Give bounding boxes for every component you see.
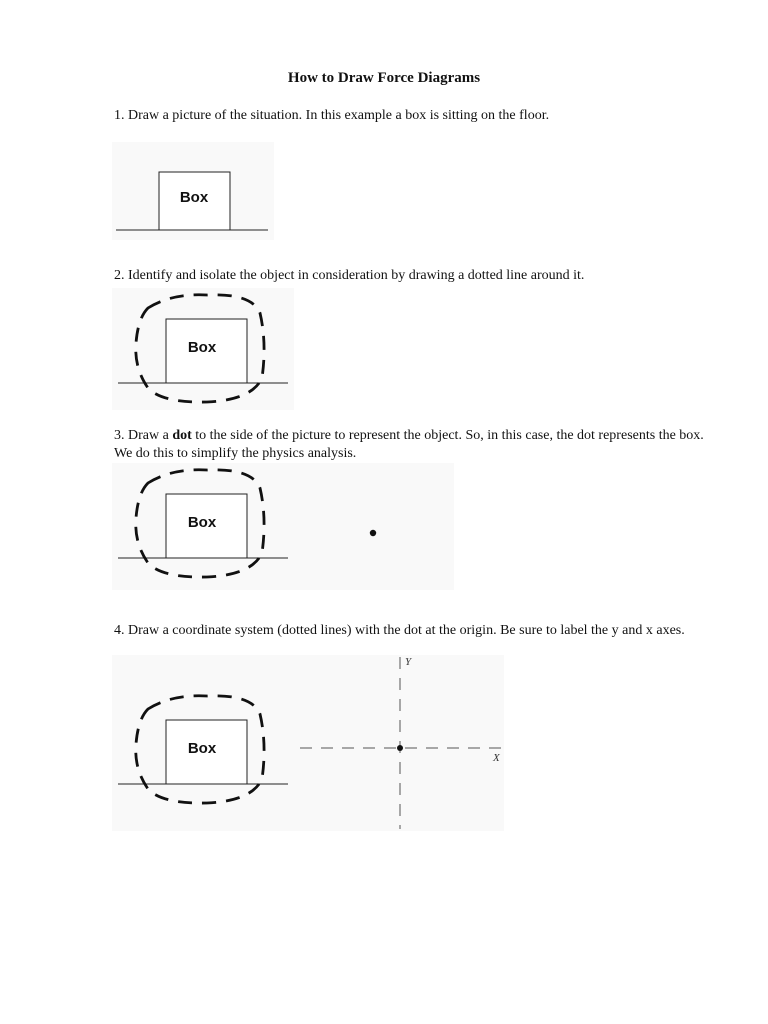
- box-label: Box: [179, 189, 209, 206]
- y-axis-label: Y: [405, 656, 412, 668]
- figure-3-box-and-dot: [112, 463, 457, 593]
- origin-dot: [397, 745, 403, 751]
- step-2-text: [114, 267, 704, 285]
- document-title: How to Draw Force Diagrams: [287, 70, 481, 86]
- step-description: Draw a picture of the situation. In this example a box is sitting on the floor.: [128, 108, 550, 123]
- box-label: Box: [187, 339, 217, 356]
- step-emphasis-dot: dot: [172, 428, 192, 443]
- step-text-before: Draw a: [128, 428, 173, 443]
- step-text-after: to the side of the picture to represent the object. So, in this case, the dot represents the box. We do this to simplify the physics analysis.: [114, 428, 704, 461]
- step-number: 4.: [114, 623, 125, 638]
- step-1-text: [114, 107, 704, 125]
- figure-4-coordinate-system: [112, 655, 507, 835]
- x-axis-label: X: [493, 752, 500, 764]
- step-number: 2.: [114, 268, 125, 283]
- step-4-text: [114, 622, 704, 640]
- object-dot: [370, 530, 376, 536]
- figure-1-box-on-floor: [112, 142, 277, 242]
- step-description: Draw a coordinate system (dotted lines) with the dot at the origin. Be sure to label the y and x axes.: [128, 623, 685, 638]
- box-label: Box: [187, 514, 217, 531]
- step-description: Identify and isolate the object in consideration by drawing a dotted line around it.: [128, 268, 585, 283]
- step-3-text: [114, 427, 704, 463]
- step-number: 3.: [114, 428, 125, 443]
- step-number: 1.: [114, 108, 125, 123]
- box-label: Box: [187, 740, 217, 757]
- figure-2-isolated-box: [112, 288, 297, 413]
